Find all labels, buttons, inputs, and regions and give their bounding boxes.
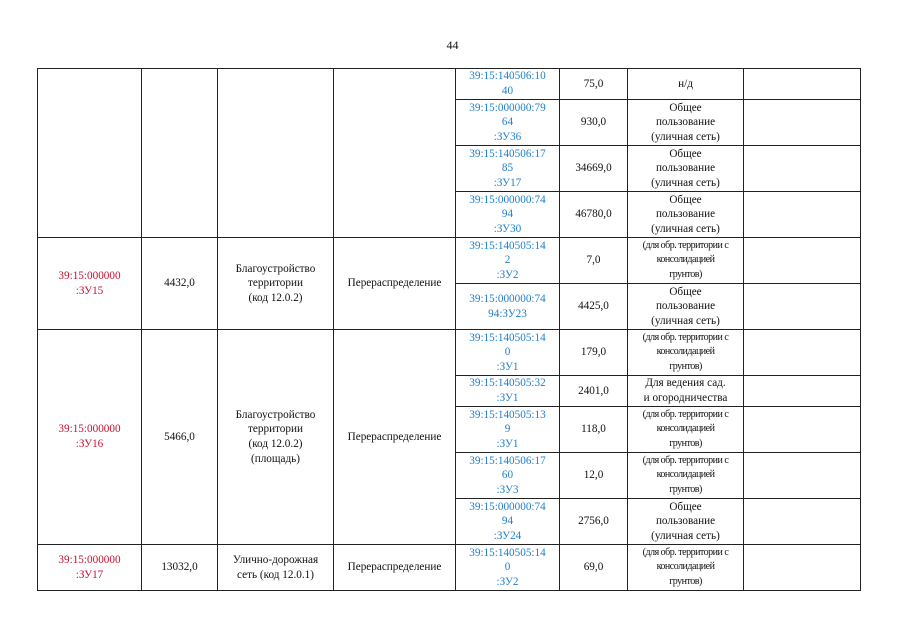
note-cell xyxy=(628,69,744,100)
note-cell xyxy=(628,330,744,376)
source-cadastral-cell-text: 39:15:140505:14 0 :ЗУ2 xyxy=(469,546,546,588)
source-area-cell-text: 118,0 xyxy=(581,423,606,436)
note-cell xyxy=(628,545,744,591)
note-cell xyxy=(628,499,744,545)
empty-cell xyxy=(744,407,861,453)
source-area-cell-text: 34669,0 xyxy=(575,162,612,175)
empty-cell xyxy=(744,100,861,146)
note-cell-text: Для ведения сад. и огородничества xyxy=(643,377,728,404)
empty-cell xyxy=(744,499,861,545)
source-area-cell-text: 4425,0 xyxy=(578,300,609,313)
source-area-cell-text: 179,0 xyxy=(580,346,607,359)
permitted-use-cell-text: Благоустройство территории (код 12.0.2) xyxy=(235,262,316,304)
land-plots-table xyxy=(37,68,861,591)
source-cadastral-cell-text: 39:15:140505:32 :ЗУ1 xyxy=(469,377,546,404)
source-cadastral-cell-text: 39:15:000000:79 64 :ЗУ36 xyxy=(469,101,546,143)
source-area-cell xyxy=(560,330,628,376)
source-cadastral-cell xyxy=(456,407,560,453)
empty-cell xyxy=(744,284,861,330)
source-area-cell xyxy=(560,453,628,499)
source-area-cell xyxy=(560,69,628,100)
permitted-use-cell xyxy=(218,545,334,591)
empty-cell xyxy=(744,69,861,100)
note-cell xyxy=(628,376,744,407)
empty-cell xyxy=(744,330,861,376)
source-area-cell-text: 75,0 xyxy=(583,77,604,90)
plot-area-cell-text: 5466,0 xyxy=(164,430,195,443)
source-area-cell xyxy=(560,192,628,238)
source-cadastral-cell xyxy=(456,376,560,407)
source-area-cell-text: 930,0 xyxy=(580,116,607,129)
note-cell-text: (для обр. территории с консолидацией грунтов) xyxy=(642,331,729,372)
note-cell xyxy=(628,284,744,330)
note-cell xyxy=(628,453,744,499)
note-cell-text: (для обр. территории с консолидацией грунтов) xyxy=(642,454,729,495)
source-area-cell-text: 2756,0 xyxy=(578,515,609,528)
source-area-cell xyxy=(560,238,628,284)
empty-cell xyxy=(744,376,861,407)
source-cadastral-cell-text: 39:15:140506:10 40 xyxy=(469,70,546,97)
source-cadastral-cell-text: 39:15:000000:74 94:ЗУ23 xyxy=(469,292,546,320)
note-cell xyxy=(628,238,744,284)
plot-id-cell xyxy=(38,69,142,238)
empty-cell xyxy=(744,545,861,591)
note-cell xyxy=(628,100,744,146)
permitted-use-cell xyxy=(218,69,334,238)
plot-id-cell-text: 39:15:000000 :ЗУ17 xyxy=(58,553,121,581)
plot-id-cell xyxy=(38,238,142,330)
source-cadastral-cell xyxy=(456,499,560,545)
formation-method-cell-text: Перераспределение xyxy=(347,561,442,574)
note-cell-text: н/д xyxy=(678,77,693,90)
source-area-cell xyxy=(560,407,628,453)
note-cell-text: Общее пользование (уличная сеть) xyxy=(651,500,720,542)
note-cell-text: (для обр. территории с консолидацией грунтов) xyxy=(642,408,729,449)
note-cell-text: Общее пользование (уличная сеть) xyxy=(651,147,720,189)
plot-id-cell xyxy=(38,545,142,591)
source-area-cell xyxy=(560,100,628,146)
note-cell xyxy=(628,146,744,192)
plot-area-cell xyxy=(142,69,218,238)
formation-method-cell xyxy=(334,238,456,330)
source-cadastral-cell-text: 39:15:140505:14 0 :ЗУ1 xyxy=(469,331,546,373)
table-row xyxy=(38,69,861,100)
source-area-cell-text: 12,0 xyxy=(583,469,604,482)
permitted-use-cell-text: Благоустройство территории (код 12.0.2) (площадь) xyxy=(235,408,316,465)
page-number: 44 xyxy=(446,38,459,52)
source-area-cell-text: 69,0 xyxy=(583,561,604,574)
plot-area-cell xyxy=(142,545,218,591)
source-cadastral-cell xyxy=(456,330,560,376)
source-cadastral-cell xyxy=(456,146,560,192)
note-cell-text: (для обр. территории с консолидацией грунтов) xyxy=(642,239,729,280)
plot-area-cell xyxy=(142,330,218,545)
table-row xyxy=(38,545,861,591)
formation-method-cell-text: Перераспределение xyxy=(347,277,442,290)
source-cadastral-cell-text: 39:15:000000:74 94 :ЗУ30 xyxy=(469,193,546,235)
source-area-cell xyxy=(560,146,628,192)
note-cell-text: Общее пользование (уличная сеть) xyxy=(651,101,720,143)
empty-cell xyxy=(744,192,861,238)
source-area-cell-text: 46780,0 xyxy=(575,208,612,221)
empty-cell xyxy=(744,453,861,499)
formation-method-cell-text: Перераспределение xyxy=(347,430,442,443)
source-cadastral-cell xyxy=(456,453,560,499)
source-area-cell xyxy=(560,545,628,591)
source-cadastral-cell xyxy=(456,545,560,591)
note-cell xyxy=(628,192,744,238)
note-cell-text: Общее пользование (уличная сеть) xyxy=(651,193,720,235)
source-cadastral-cell xyxy=(456,100,560,146)
permitted-use-cell-text: Улично-дорожная сеть (код 12.0.1) xyxy=(232,553,319,581)
source-area-cell-text: 2401,0 xyxy=(578,384,609,397)
plot-area-cell xyxy=(142,238,218,330)
formation-method-cell xyxy=(334,330,456,545)
source-cadastral-cell-text: 39:15:140506:17 85 :ЗУ17 xyxy=(469,147,546,189)
source-cadastral-cell-text: 39:15:000000:74 94 :ЗУ24 xyxy=(469,500,546,542)
source-cadastral-cell xyxy=(456,238,560,284)
plot-id-cell xyxy=(38,330,142,545)
permitted-use-cell xyxy=(218,238,334,330)
source-cadastral-cell xyxy=(456,69,560,100)
source-cadastral-cell-text: 39:15:140505:13 9 :ЗУ1 xyxy=(469,408,546,450)
empty-cell xyxy=(744,238,861,284)
source-area-cell xyxy=(560,499,628,545)
plot-id-cell-text: 39:15:000000 :ЗУ15 xyxy=(58,269,121,297)
note-cell xyxy=(628,407,744,453)
source-cadastral-cell xyxy=(456,192,560,238)
permitted-use-cell xyxy=(218,330,334,545)
source-area-cell xyxy=(560,284,628,330)
table-row xyxy=(38,238,861,284)
note-cell-text: (для обр. территории с консолидацией грунтов) xyxy=(642,546,729,587)
source-area-cell-text: 7,0 xyxy=(586,254,601,267)
note-cell-text: Общее пользование (уличная сеть) xyxy=(651,285,720,327)
formation-method-cell xyxy=(334,545,456,591)
source-cadastral-cell-text: 39:15:140506:17 60 :ЗУ3 xyxy=(469,454,546,496)
table-row xyxy=(38,330,861,376)
plot-area-cell-text: 4432,0 xyxy=(164,277,195,290)
formation-method-cell xyxy=(334,69,456,238)
empty-cell xyxy=(744,146,861,192)
source-cadastral-cell-text: 39:15:140505:14 2 :ЗУ2 xyxy=(469,239,546,281)
plot-id-cell-text: 39:15:000000 :ЗУ16 xyxy=(58,423,121,450)
source-area-cell xyxy=(560,376,628,407)
source-cadastral-cell xyxy=(456,284,560,330)
plot-area-cell-text: 13032,0 xyxy=(161,561,198,574)
